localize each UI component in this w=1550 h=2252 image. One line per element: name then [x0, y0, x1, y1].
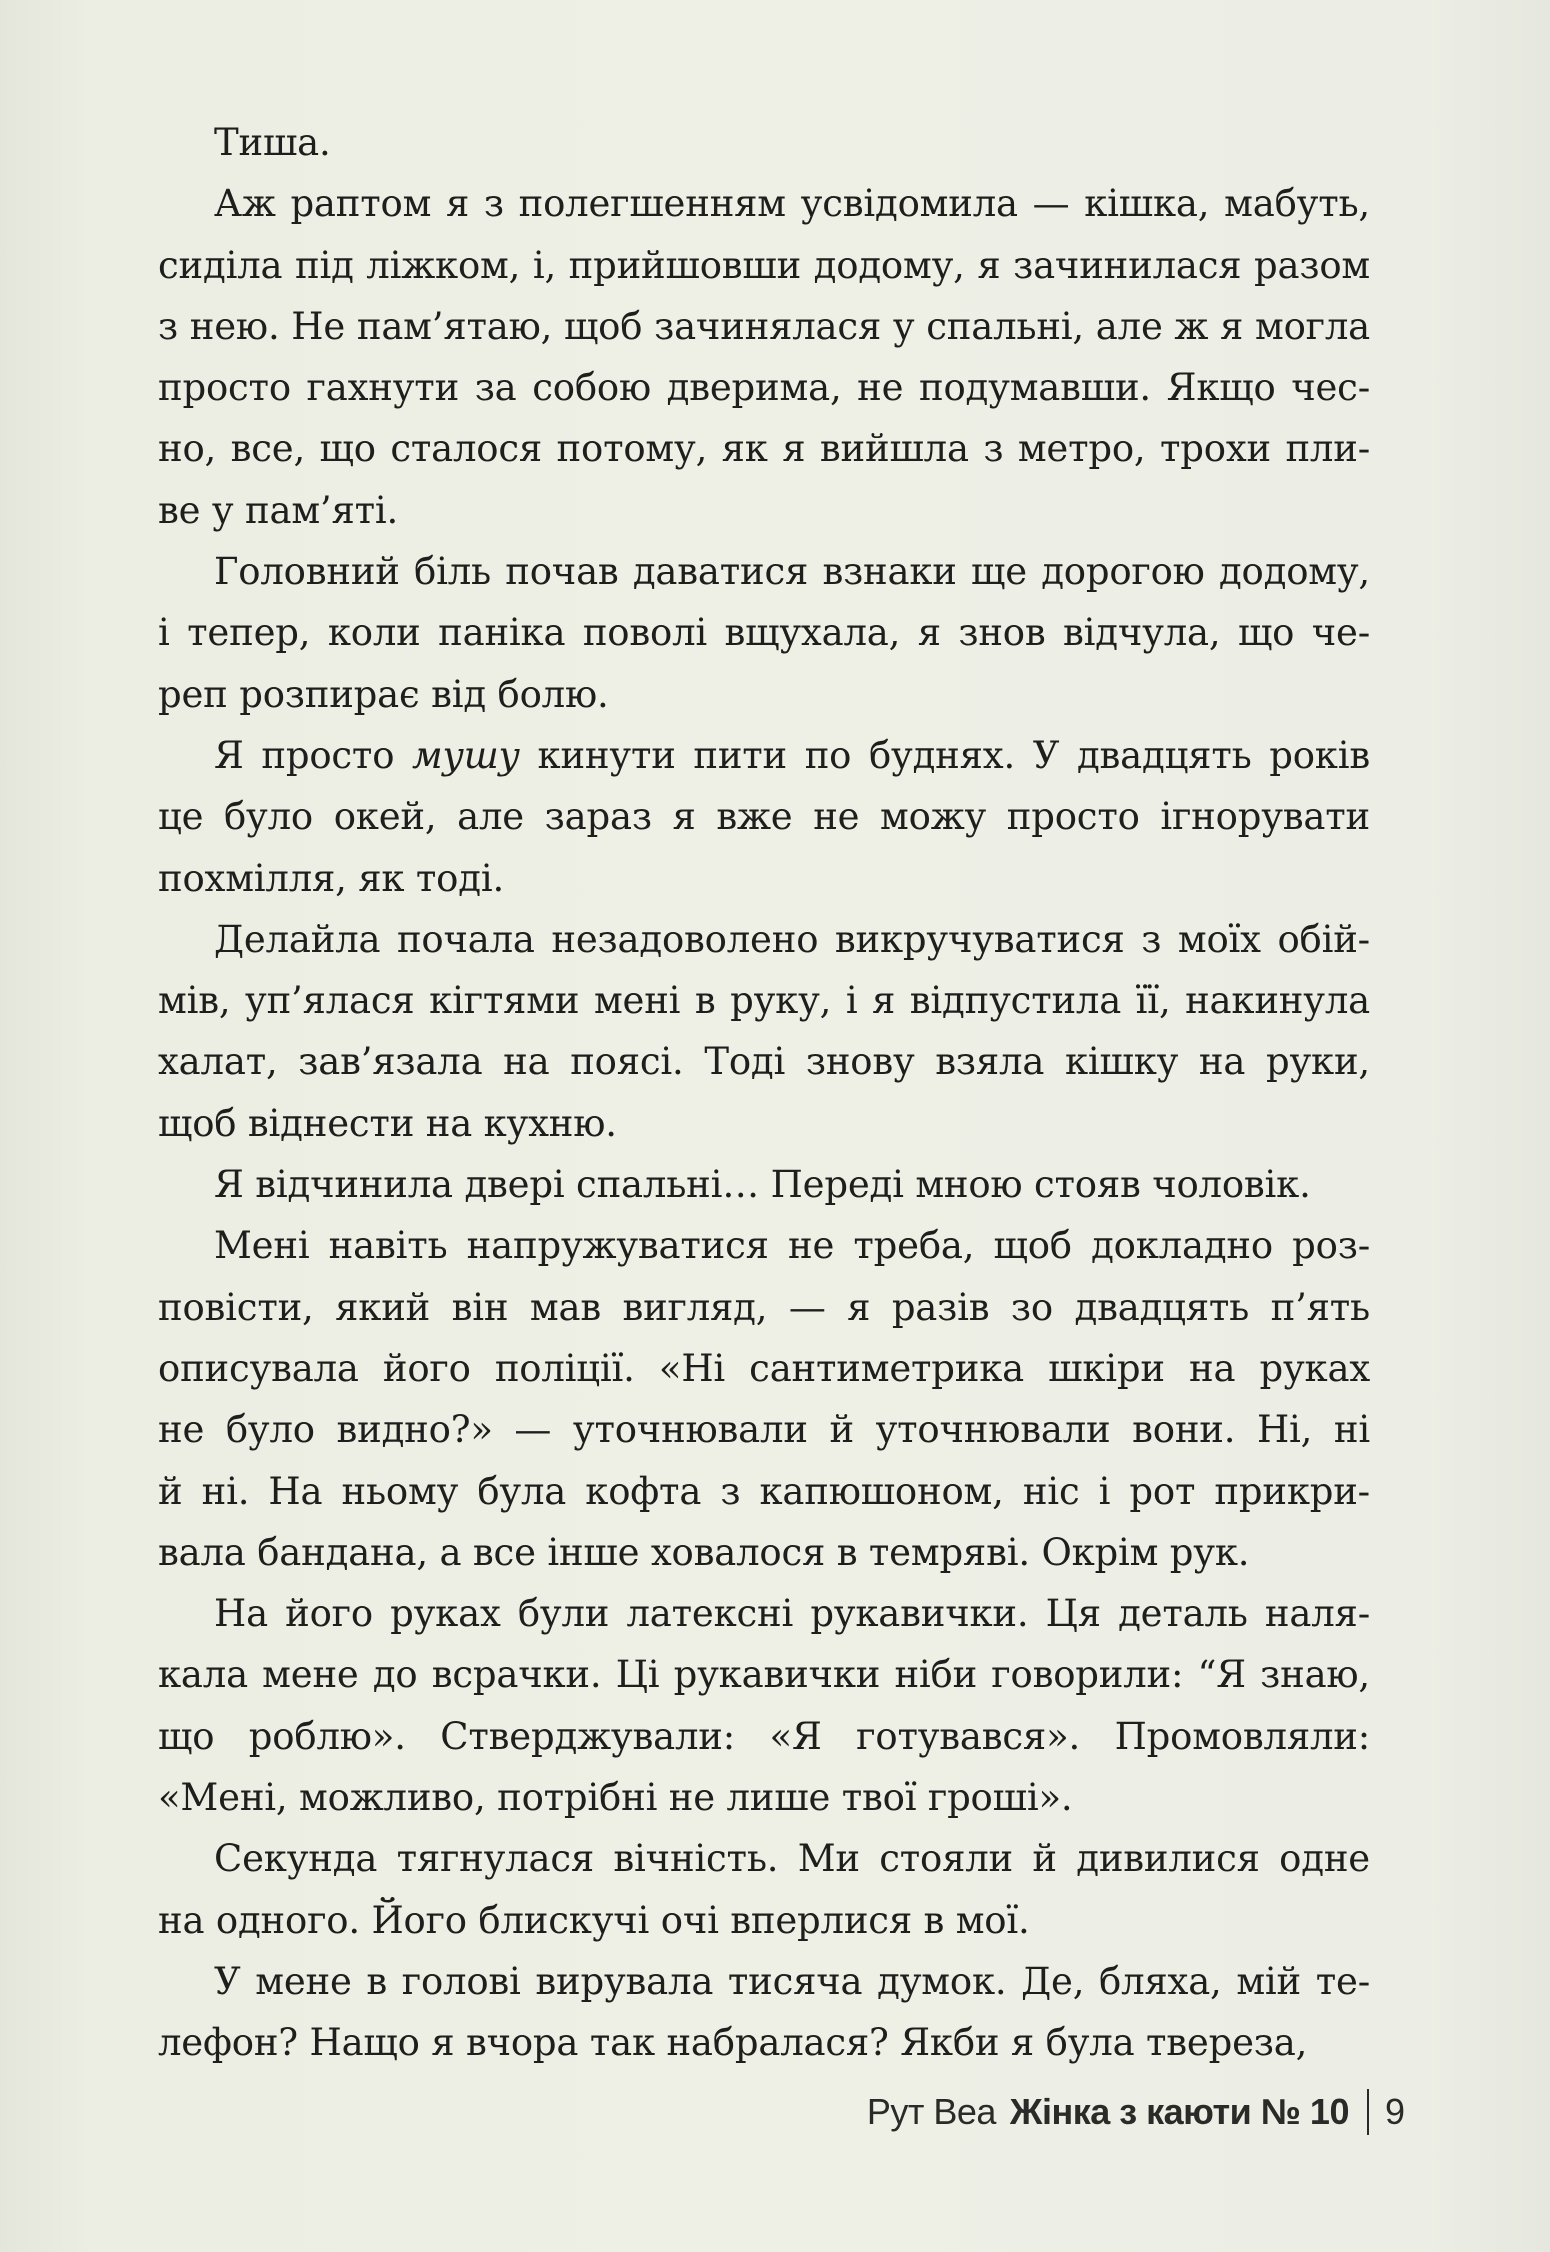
body-text [158, 112, 1370, 2074]
text-line: Аж раптом я з полегшенням усвідомила — кішка, мабуть, [214, 182, 1370, 226]
text-line: халат, зав’язала на поясі. Тоді знову взяла кішку на руки, [158, 1040, 1370, 1084]
text-line: повісти, який він мав вигляд, — я разів зо двадцять п’ять [158, 1285, 1370, 1329]
text-line: вала бандана, а все інше ховалося в темряві. Окрім рук. [158, 1530, 1250, 1574]
text-line: реп розпирає від болю. [158, 672, 609, 716]
page-number: 9 [1384, 2091, 1405, 2132]
paragraph [158, 1154, 1370, 1215]
text-line: не було видно?» — уточнювали й уточнювали вони. Ні, ні [158, 1408, 1370, 1452]
paragraph [158, 1951, 1370, 2074]
text-line: Я просто мушу кинути пити по буднях. У двадцять років [214, 733, 1370, 777]
footer-separator [1367, 2089, 1369, 2135]
paragraph [158, 1828, 1370, 1951]
running-footer [0, 2080, 1405, 2144]
text-line: На його руках були латексні рукавички. Ця деталь наля- [214, 1592, 1370, 1636]
paragraph [158, 1215, 1370, 1583]
text-line: похмілля, як тоді. [158, 856, 505, 900]
text-line: «Мені, можливо, потрібні не лише твої гроші». [158, 1776, 1073, 1820]
paragraph [158, 725, 1370, 909]
text-line: лефон? Нащо я вчора так набралася? Якби я була твереза, [158, 2021, 1308, 2065]
paragraph [158, 909, 1370, 1154]
emphasis: мушу [411, 733, 520, 777]
text-line: описувала його поліції. «Ні сантиметрика шкіри на руках [158, 1346, 1370, 1390]
text-line: з нею. Не пам’ятаю, щоб зачинялася у спальні, але ж я могла [158, 304, 1370, 348]
text-line: Делайла почала незадоволено викручуватися з моїх обій- [214, 917, 1370, 961]
text-line: мів, уп’ялася кігтями мені в руку, і я відпустила її, накинула [158, 979, 1370, 1023]
text-line: но, все, що сталося потому, як я вийшла з метро, трохи пли- [158, 427, 1370, 471]
paragraph [158, 541, 1370, 725]
text-line: просто гахнути за собою дверима, не подумавши. Якщо чес- [158, 366, 1370, 410]
text-line: Секунда тягнулася вічність. Ми стояли й дивилися одне [214, 1837, 1370, 1881]
paragraph [158, 173, 1370, 541]
paragraph [158, 112, 1370, 173]
text-line: й ні. На ньому була кофта з капюшоном, ніс і рот прикри- [158, 1469, 1370, 1513]
paragraph [158, 1583, 1370, 1828]
footer-book-title: Жінка з каюти № 10 [1009, 2091, 1349, 2132]
text-line: Тиша. [214, 121, 331, 164]
text-line: що роблю». Стверджували: «Я готувався». Промовляли: [158, 1714, 1370, 1758]
text-line: і тепер, коли паніка поволі вщухала, я знов відчула, що че- [158, 611, 1370, 655]
text-line: Мені навіть напружуватися не треба, щоб докладно роз- [214, 1224, 1370, 1268]
text-line: Головний біль почав даватися взнаки ще дорогою додому, [214, 550, 1370, 594]
footer-author: Рут Веа [866, 2091, 996, 2132]
text-line: сиділа під ліжком, і, прийшовши додому, я зачинилася разом [158, 243, 1370, 287]
text-line: це було окей, але зараз я вже не можу просто ігнорувати [158, 795, 1370, 839]
text-line: У мене в голові вирувала тисяча думок. Де, бляха, мій те- [214, 1959, 1370, 2003]
text-line: кала мене до всрачки. Ці рукавички ніби говорили: “Я знаю, [158, 1653, 1370, 1697]
text-line: ве у пам’яті. [158, 488, 399, 532]
text-line: щоб віднести на кухню. [158, 1101, 617, 1145]
text-line: Я відчинила двері спальні… Переді мною стояв чоловік. [214, 1163, 1311, 1207]
text-line: на одного. Його блискучі очі вперлися в мої. [158, 1898, 1030, 1942]
